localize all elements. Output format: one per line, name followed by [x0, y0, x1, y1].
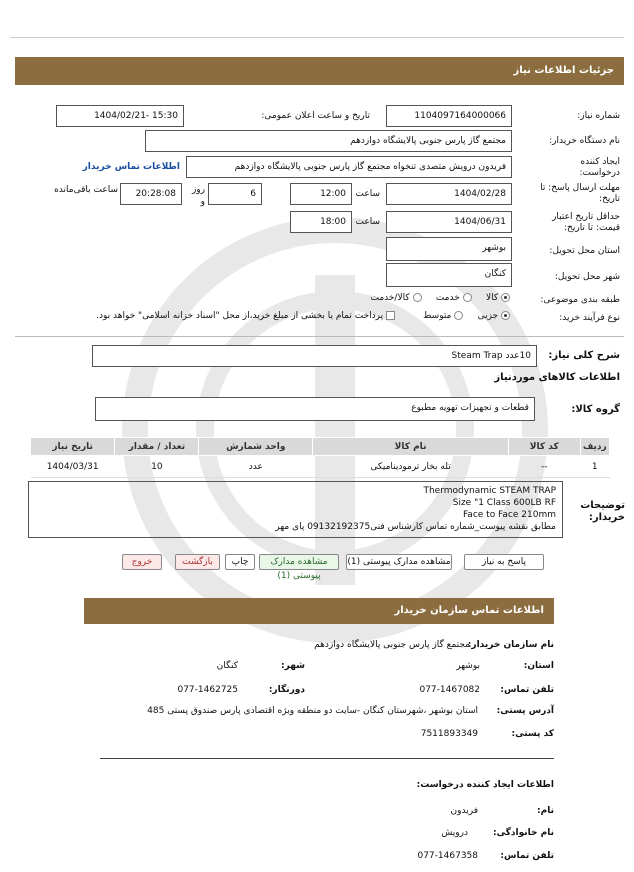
description-box	[28, 481, 563, 538]
view-documents-button-2[interactable]: مشاهده مدارک پیوستی (1)	[259, 554, 339, 570]
goods-section-title: اطلاعات کالاهای موردنیاز	[494, 372, 620, 383]
address-label: آدرس پستی:	[496, 706, 554, 716]
col-code: کد کالا	[508, 438, 580, 456]
validity-date-field: 1404/06/31	[386, 211, 512, 233]
category-option-goods: کالا	[485, 293, 499, 303]
creator-phone-label: تلفن تماس:	[500, 851, 554, 861]
deadline-date-field: 1404/02/28	[386, 183, 512, 205]
need-number-field: 1104097164000066	[386, 105, 512, 127]
postal-label: کد پستی:	[511, 729, 554, 739]
col-date: تاریخ نیاز	[31, 438, 115, 456]
top-divider	[10, 37, 624, 38]
description-line-2: Size "1 Class 600LB RF	[452, 498, 556, 508]
category-option-service: خدمت	[435, 293, 460, 303]
table-row[interactable]	[31, 456, 610, 478]
and-word: و	[200, 197, 205, 207]
exit-button[interactable]: خروج	[122, 554, 162, 570]
payment-note-row	[45, 311, 395, 321]
col-row: ردیف	[580, 438, 609, 456]
category-option-both: کالا/خدمت	[370, 293, 410, 303]
category-radio-both[interactable]	[413, 293, 422, 302]
section-divider	[15, 336, 624, 337]
creator-name-value: فریدون	[450, 806, 478, 816]
contact-city-value: کنگان	[216, 661, 238, 671]
deadline-time-field: 12:00	[290, 183, 352, 205]
summary-field: 10عدد Steam Trap	[92, 345, 537, 367]
process-option-minor: جزیی	[477, 311, 499, 321]
cell-qty: 10	[115, 456, 199, 478]
need-number-label: شماره نیاز:	[577, 111, 620, 121]
contact-title: اطلاعات تماس سازمان خریدار	[84, 598, 554, 624]
category-label: طبقه بندی موضوعی:	[540, 295, 620, 305]
description-label-2: خریدار:	[588, 512, 625, 523]
postal-value: 7511893349	[420, 729, 478, 739]
cell-name: تله بخار ترمودینامیکی	[313, 456, 509, 478]
city-label: شهر محل تحویل:	[554, 272, 620, 282]
announce-label: تاریخ و ساعت اعلان عمومی:	[261, 111, 370, 121]
province-field: بوشهر	[386, 237, 512, 261]
goods-group-label: گروه کالا:	[571, 404, 620, 415]
process-option-medium: متوسط	[423, 311, 452, 321]
category-radio-group	[330, 293, 510, 303]
validity-time-word: ساعت	[355, 217, 380, 227]
back-button[interactable]: بازگشت	[175, 554, 220, 570]
announce-field: 1404/02/21- 15:30	[56, 105, 184, 127]
contact-phone-value: 077-1467082	[419, 685, 480, 695]
deadline-label-2: تاریخ:	[599, 194, 620, 204]
remaining-label: ساعت باقی‌مانده	[54, 185, 118, 195]
creator-field: فریدون درویش متصدی تنخواه مجتمع گاز پارس جنوبی پالایشگاه دوازدهم	[186, 156, 512, 178]
creator-section-title: اطلاعات ایجاد کننده درخواست:	[416, 780, 554, 790]
deadline-label-1: مهلت ارسال پاسخ: تا	[540, 183, 620, 193]
contact-phone-label: تلفن تماس:	[500, 685, 554, 695]
description-line-3: Face to Face 210mm	[462, 510, 556, 520]
process-label: نوع فرآیند خرید:	[559, 313, 620, 323]
deadline-time-word: ساعت	[355, 189, 380, 199]
contact-divider	[100, 758, 554, 759]
creator-label-1: ایجاد کننده	[580, 157, 620, 167]
buyer-field: مجتمع گاز پارس جنوبی پالایشگاه دوازدهم	[145, 130, 512, 152]
view-documents-button[interactable]: مشاهده مدارک پیوستی (1)	[346, 554, 452, 570]
contact-fax-value: 077-1462725	[177, 685, 238, 695]
print-button[interactable]: چاپ	[225, 554, 255, 570]
org-value: مجتمع گاز پارس جنوبی پالایشگاه دوازدهم	[314, 640, 470, 650]
remaining-time-field: 20:28:08	[120, 183, 182, 205]
col-name: نام کالا	[313, 438, 509, 456]
cell-row: 1	[580, 456, 609, 478]
province-label: استان محل تحویل:	[549, 246, 620, 256]
validity-time-field: 18:00	[290, 211, 352, 233]
city-field: کنگان	[386, 263, 512, 287]
reply-button[interactable]: پاسخ به نیاز	[464, 554, 544, 570]
process-radio-minor[interactable]	[501, 311, 510, 320]
cell-date: 1404/03/31	[31, 456, 115, 478]
creator-family-value: درویش	[441, 828, 468, 838]
items-table	[30, 437, 610, 478]
cell-code: --	[508, 456, 580, 478]
col-unit: واحد شمارش	[199, 438, 313, 456]
col-qty: تعداد / مقدار	[115, 438, 199, 456]
category-radio-goods[interactable]	[501, 293, 510, 302]
days-field: 6	[208, 183, 262, 205]
description-line-1: Thermodynamic STEAM TRAP	[423, 486, 556, 496]
validity-label-1: حداقل تاریخ اعتبار	[552, 212, 620, 222]
page-title: جزئیات اطلاعات نیاز	[15, 57, 624, 85]
creator-phone-value: 077-1467358	[417, 851, 478, 861]
address-value: استان بوشهر ،شهرستان کنگان -سایت دو منطقه ویژه اقتصادی پارس صندوق پستی 485	[147, 706, 478, 716]
contact-city-label: شهر:	[281, 661, 305, 671]
treasury-payment-checkbox[interactable]	[386, 311, 395, 320]
creator-name-label: نام:	[537, 806, 554, 816]
process-radio-group	[400, 311, 510, 321]
description-line-4: مطابق نقشه پیوست_شماره تماس کارشناس فنی09132192375 پای مهر	[275, 522, 556, 532]
creator-label-2: درخواست:	[579, 168, 620, 178]
creator-family-label: نام خانوادگی:	[492, 828, 554, 838]
payment-note: پرداخت تمام یا بخشی از مبلغ خرید،از محل "اسناد خزانه اسلامی" خواهد بود.	[96, 311, 384, 321]
category-radio-service[interactable]	[463, 293, 472, 302]
process-radio-medium[interactable]	[454, 311, 463, 320]
validity-label-2: قیمت: تا تاریخ:	[564, 223, 620, 233]
summary-label: شرح کلی نیاز:	[548, 350, 620, 361]
day-word: روز	[191, 185, 205, 195]
contact-fax-label: دورنگار:	[268, 685, 305, 695]
org-label: نام سازمان خریدار:	[467, 640, 554, 650]
goods-group-field: قطعات و تجهیزات تهویه مطبوع	[95, 397, 535, 421]
description-label-1: توضیحات	[580, 500, 625, 511]
buyer-contact-link[interactable]: اطلاعات تماس خریدار	[82, 162, 180, 172]
cell-unit: عدد	[199, 456, 313, 478]
table-header-row	[31, 438, 610, 456]
contact-province-value: بوشهر	[456, 661, 480, 671]
contact-province-label: استان:	[523, 661, 554, 671]
buyer-label: نام دستگاه خریدار:	[549, 136, 620, 146]
